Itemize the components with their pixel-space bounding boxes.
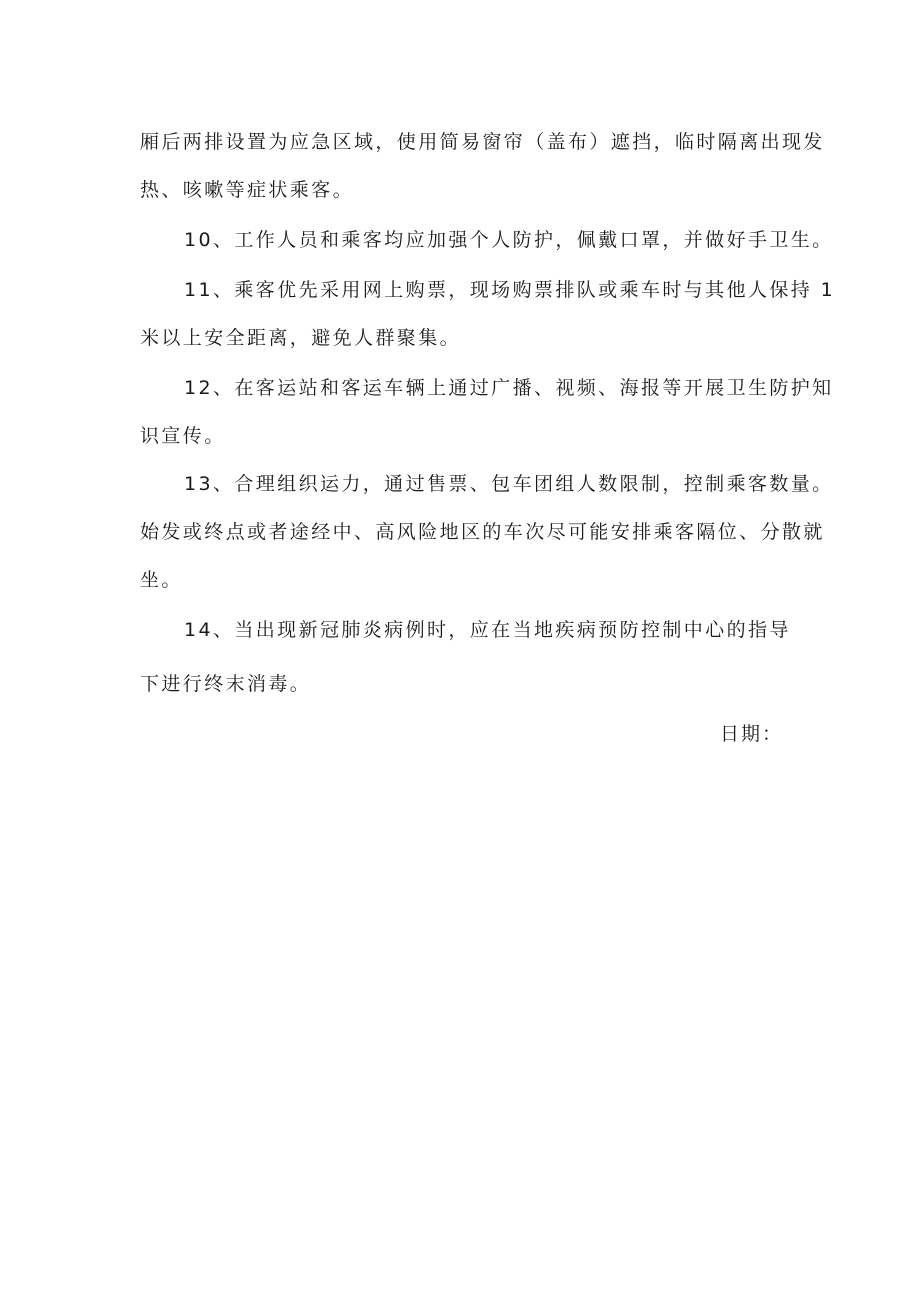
text-line: 坐。	[140, 569, 183, 591]
paragraph-continued	[140, 118, 825, 214]
paragraph-11	[140, 266, 836, 362]
text-line: 14、当出现新冠肺炎病例时，应在当地疾病预防控制中心的指导	[184, 619, 791, 641]
text-line: 13、合理组织运力，通过售票、包车团组人数限制，控制乘客数量。	[184, 473, 834, 495]
text-line: 始发或终点或者途经中、高风险地区的车次尽可能安排乘客隔位、分散就	[140, 521, 825, 543]
paragraph-13	[140, 460, 834, 604]
text-line: 热、咳嗽等症状乘客。	[140, 179, 355, 201]
paragraph-10	[140, 216, 834, 264]
text-line: 米以上安全距离，避免人群聚集。	[140, 327, 462, 349]
text-line: 10、工作人员和乘客均应加强个人防护，佩戴口罩，并做好手卫生。	[184, 229, 834, 251]
text-line: 识宣传。	[140, 425, 226, 447]
text-line: 厢后两排设置为应急区域，使用简易窗帘（盖布）遮挡，临时隔离出现发	[140, 131, 825, 153]
paragraph-14	[140, 606, 790, 708]
text-line: 下进行终末消毒。	[140, 673, 312, 695]
text-line: 12、在客运站和客运车辆上通过广播、视频、海报等开展卫生防护知	[184, 377, 834, 399]
date-label: 日期：	[720, 723, 784, 745]
paragraph-12	[140, 364, 834, 460]
text-line: 11、乘客优先采用网上购票，现场购票排队或乘车时与其他人保持 1	[184, 279, 836, 301]
